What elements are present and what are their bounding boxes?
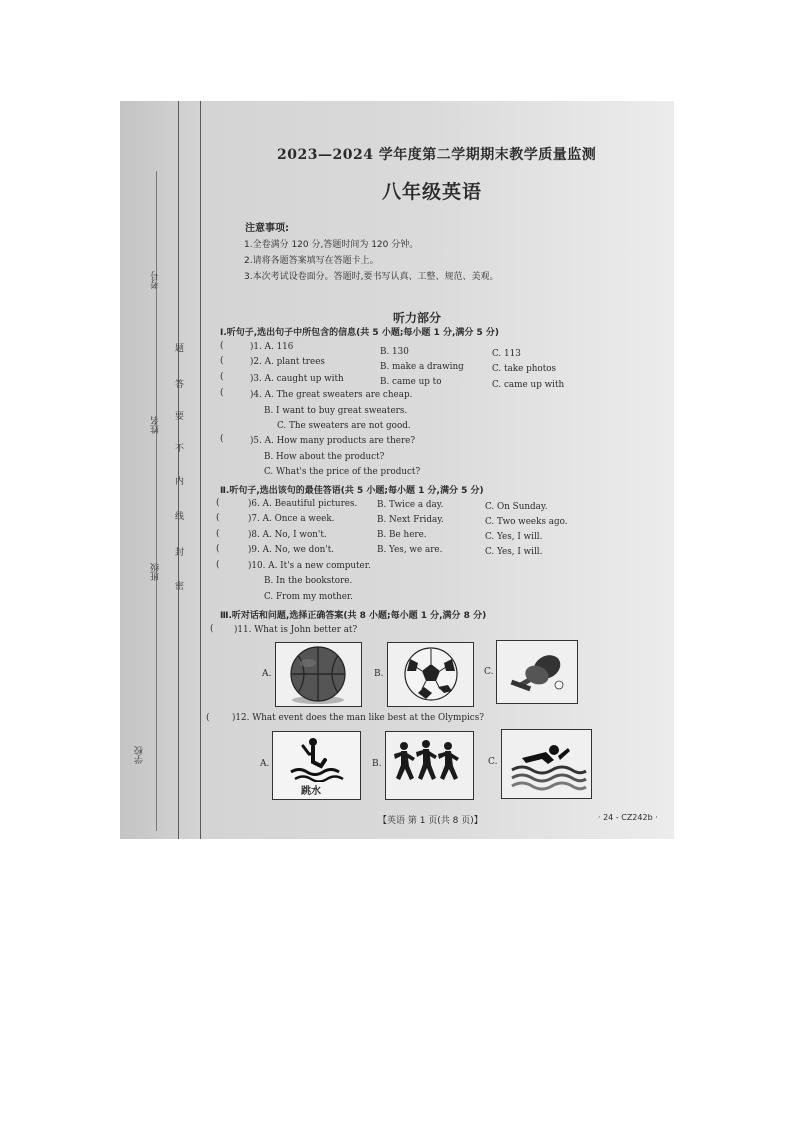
swimming-icon (502, 730, 591, 798)
answer-paren: ( (220, 341, 224, 351)
listening-part-title: 听力部分 (393, 311, 442, 325)
soccer-picture (387, 642, 474, 707)
q9-option-a: )9. A. No, we don't. (248, 545, 335, 555)
q2-option-a: )2. A. plant trees (250, 357, 325, 367)
q5-option-b: B. How about the product? (264, 452, 385, 462)
q11-label-a: A. (262, 669, 272, 679)
note-item: 2.请将各题答案填写在答题卡上。 (244, 256, 379, 266)
exam-title: 2023—2024 学年度第二学期期末教学质量监测 (277, 147, 597, 163)
answer-paren: ( (220, 388, 224, 398)
q4-option-b: B. I want to buy great sweaters. (264, 406, 408, 416)
q5-option-a: )5. A. How many products are there? (250, 436, 416, 446)
q9-option-b: B. Yes, we are. (377, 545, 443, 555)
answer-paren: ( (216, 544, 220, 554)
basketball-picture (275, 642, 362, 707)
answer-paren: ( (206, 713, 210, 723)
kaohao-label: 考号 (151, 271, 161, 289)
diving-picture (272, 731, 361, 800)
diving-icon (273, 732, 360, 782)
answer-paren: ( (216, 513, 220, 523)
seal-char: 要 (175, 412, 185, 422)
q11-label-c: C. (484, 667, 494, 677)
q10-option-a: )10. A. It's a new computer. (248, 561, 371, 571)
answer-paren: ( (220, 434, 224, 444)
q2-option-b: B. make a drawing (380, 362, 464, 372)
note-item: 1.全卷满分 120 分,答题时间为 120 分钟。 (244, 240, 419, 250)
notes-heading: 注意事项: (245, 223, 289, 234)
q3-option-b: B. came up to (380, 377, 442, 387)
q6-option-a: )6. A. Beautiful pictures. (248, 499, 358, 509)
q3-option-a: )3. A. caught up with (250, 374, 344, 384)
q6-option-b: B. Twice a day. (377, 500, 444, 510)
binding-line-outer (178, 101, 179, 839)
answer-paren: ( (216, 498, 220, 508)
q10-option-b: B. In the bookstore. (264, 576, 353, 586)
seal-char: 答 (175, 380, 185, 390)
q12-question: )12. What event does the man like best at the Olympics? (232, 713, 484, 723)
q12-label-c: C. (488, 757, 498, 767)
seal-char: 密 (175, 582, 185, 592)
q8-option-c: C. Yes, I will. (485, 532, 543, 542)
answer-paren: ( (216, 529, 220, 539)
answer-paren: ( (220, 356, 224, 366)
q7-option-b: B. Next Friday. (377, 515, 444, 525)
q10-option-c: C. From my mother. (264, 592, 353, 602)
q11-label-b: B. (374, 669, 384, 679)
q5-option-c: C. What's the price of the product? (264, 467, 421, 477)
q3-option-c: C. came up with (492, 380, 565, 390)
q4-option-c: C. The sweaters are not good. (277, 421, 411, 431)
fill-in-line (156, 171, 157, 831)
q2-option-c: C. take photos (492, 364, 557, 374)
q11-question: )11. What is John better at? (234, 625, 358, 635)
seal-char: 不 (175, 444, 185, 454)
q1-option-c: C. 113 (492, 349, 521, 359)
section1-heading: Ⅰ.听句子,选出句子中所包含的信息(共 5 小题;每小题 1 分,满分 5 分) (220, 328, 500, 338)
section2-heading: Ⅱ.听句子,选出该句的最佳答语(共 5 小题;每小题 1 分,满分 5 分) (220, 486, 484, 496)
exam-code: · 24 - CZ242b · (598, 813, 658, 822)
seal-char: 线 (175, 512, 185, 522)
q12-label-b: B. (372, 759, 382, 769)
running-icon (386, 732, 473, 799)
q4-option-a: )4. A. The great sweaters are cheap. (250, 390, 413, 400)
q8-option-b: B. Be here. (377, 530, 427, 540)
q7-option-a: )7. A. Once a week. (248, 514, 335, 524)
seal-char: 封 (175, 548, 185, 558)
q6-option-c: C. On Sunday. (485, 502, 548, 512)
subject-title: 八年级英语 (382, 181, 483, 203)
answer-paren: ( (216, 560, 220, 570)
page-footer: 【英语 第 1 页(共 8 页)】 (378, 816, 483, 826)
table-tennis-picture (496, 640, 578, 704)
xingming-label: 姓名 (151, 416, 161, 434)
section3-heading: Ⅲ.听对话和问题,选择正确答案(共 8 小题;每小题 1 分,满分 8 分) (220, 611, 487, 621)
diving-caption: 跳水 (301, 786, 321, 797)
binding-line-inner (200, 101, 201, 839)
relay-race-picture (385, 731, 474, 800)
q9-option-c: C. Yes, I will. (485, 547, 543, 557)
answer-paren: ( (220, 372, 224, 382)
soccer-ball-icon (388, 643, 473, 706)
note-item: 3.本次考试设卷面分。答题时,要书写认真、工整、规范、美观。 (244, 272, 499, 282)
seal-char: 内 (175, 477, 185, 487)
q1-option-b: B. 130 (380, 347, 409, 357)
scanned-exam-page (120, 101, 674, 839)
answer-paren: ( (210, 624, 214, 634)
table-tennis-icon (497, 641, 577, 703)
q12-label-a: A. (260, 759, 270, 769)
xuexiao-label: 学校 (135, 746, 145, 764)
seal-char: 题 (175, 344, 185, 354)
q8-option-a: )8. A. No, I won't. (248, 530, 327, 540)
swimming-picture (501, 729, 592, 799)
basketball-icon (276, 643, 361, 706)
q1-option-a: )1. A. 116 (250, 342, 294, 352)
banji-label: 班级 (151, 563, 161, 581)
q7-option-c: C. Two weeks ago. (485, 517, 568, 527)
